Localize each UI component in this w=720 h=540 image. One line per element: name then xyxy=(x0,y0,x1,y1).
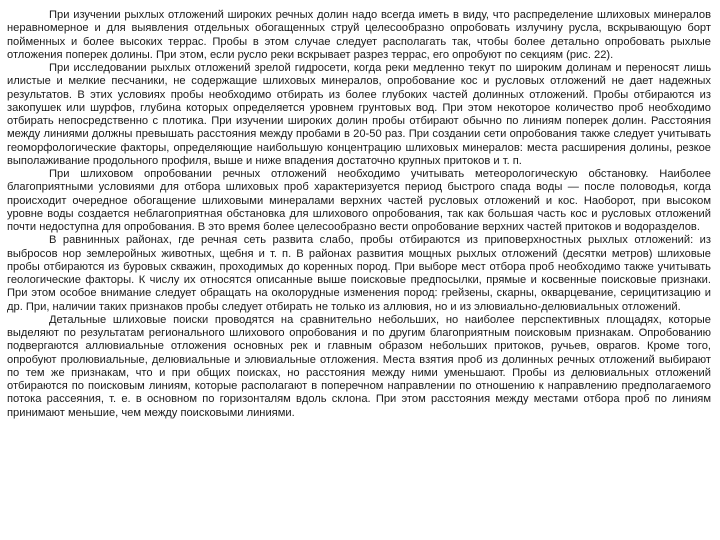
paragraph: Детальные шлиховые поиски проводятся на сравнительно небольших, но наиболее перспективных площадях, которые выделяют по результатам регионального шлихового опробования и по другим благоприятным поисковым признакам. Опробованию подвергаются аллювиальные отложения основных рек и главным образом небольших притоков, ручьев, оврагов. Кроме того, опробуют пролювиальные, делювиальные и элювиальные отложения. Места взятия проб из долинных речных отложений выбирают по тем же признакам, что и при общих поисках, но расстояния между ними уменьшают. Пробы из делювиальных отложений отбираются по поисковым линиям, которые располагают в поперечном направлении по отношению к направлению предполагаемого потока рассеяния, т. е. в основном по горизонталям вдоль склона. При этом расстояния между местами отбора проб по линиям принимают меньшие, чем между поисковыми линиями. xyxy=(7,313,711,419)
paragraph: При шлиховом опробовании речных отложений необходимо учитывать метеорологическую обстановку. Наиболее благоприятными условиями для отбора шлиховых проб характеризуется период быстрого спада воды — после половодья, когда происходит очередное обогащение шлиховыми минералами верхних частей русловых отложений и кос. Наоборот, при высоком уровне воды создается неблагоприятная обстановка для шлихового опробования, так как большая часть кос и русловых отложений почти недоступна для опробования. В это время более целесообразно вести опробование верхних частей притоков и водоразделов. xyxy=(7,168,711,233)
paragraph: При изучении рыхлых отложений широких речных долин надо всегда иметь в виду, что распределение шлиховых минералов неравномерное и для выявления отдельных обогащенных струй целесообразно опробовать излучину русла, вскрывающую борт пойменных и более высоких террас. Пробы в этом случае следует располагать так, чтобы более детально опробовать рыхлые отложения поперек долины. При этом, если русло реки вскрывает разрез террас, его опробуют по секциям (рис. 22). xyxy=(7,9,711,61)
document-page xyxy=(7,9,711,420)
paragraph: При исследовании рыхлых отложений зрелой гидросети, когда реки медленно текут по широким долинам и переносят лишь илистые и мелкие песчаники, не содержащие шлиховых минералов, опробование кос и русловых отложений не дает надежных результатов. В этих условиях пробы необходимо отбирать из более глубоких частей долинных отложений. Пробы отбираются из закопушек или шурфов, глубина которых определяется уровнем грунтовых вод. При этом некоторое количество проб необходимо отбирать непосредственно с плотика. При изучении широких долин пробы отбирают обычно по линиям поперек долин. Расстояния между линиями должны превышать расстояния между пробами в 20-50 раз. При создании сети опробования также следует учитывать геоморфологические факторы, определяющие наибольшую концентрацию шлиховых минералов: места расширения долины, резкое выполаживание продольного профиля, выше и ниже впадения достаточно крупных притоков и т. п. xyxy=(7,62,711,167)
paragraph: В равнинных районах, где речная сеть развита слабо, пробы отбираются из приповерхностных рыхлых отложений: из выбросов нор землеройных животных, щебня и т. п. В районах развития мощных рыхлых отложений (десятки метров) шлиховые пробы отбираются из буровых скважин, проходимых до коренных пород. При выборе мест отбора проб необходимо также учитывать геологические факторы. К числу их относятся описанные выше поисковые предпосылки, прямые и косвенные поисковые признаки. При этом особое внимание следует обращать на околорудные изменения пород: грейзены, скарны, окварцевание, серицитизацию и др. При, наличии таких признаков пробы следует отбирать не только из аллювия, но и из элювиально-делювиальных отложений. xyxy=(7,234,711,313)
